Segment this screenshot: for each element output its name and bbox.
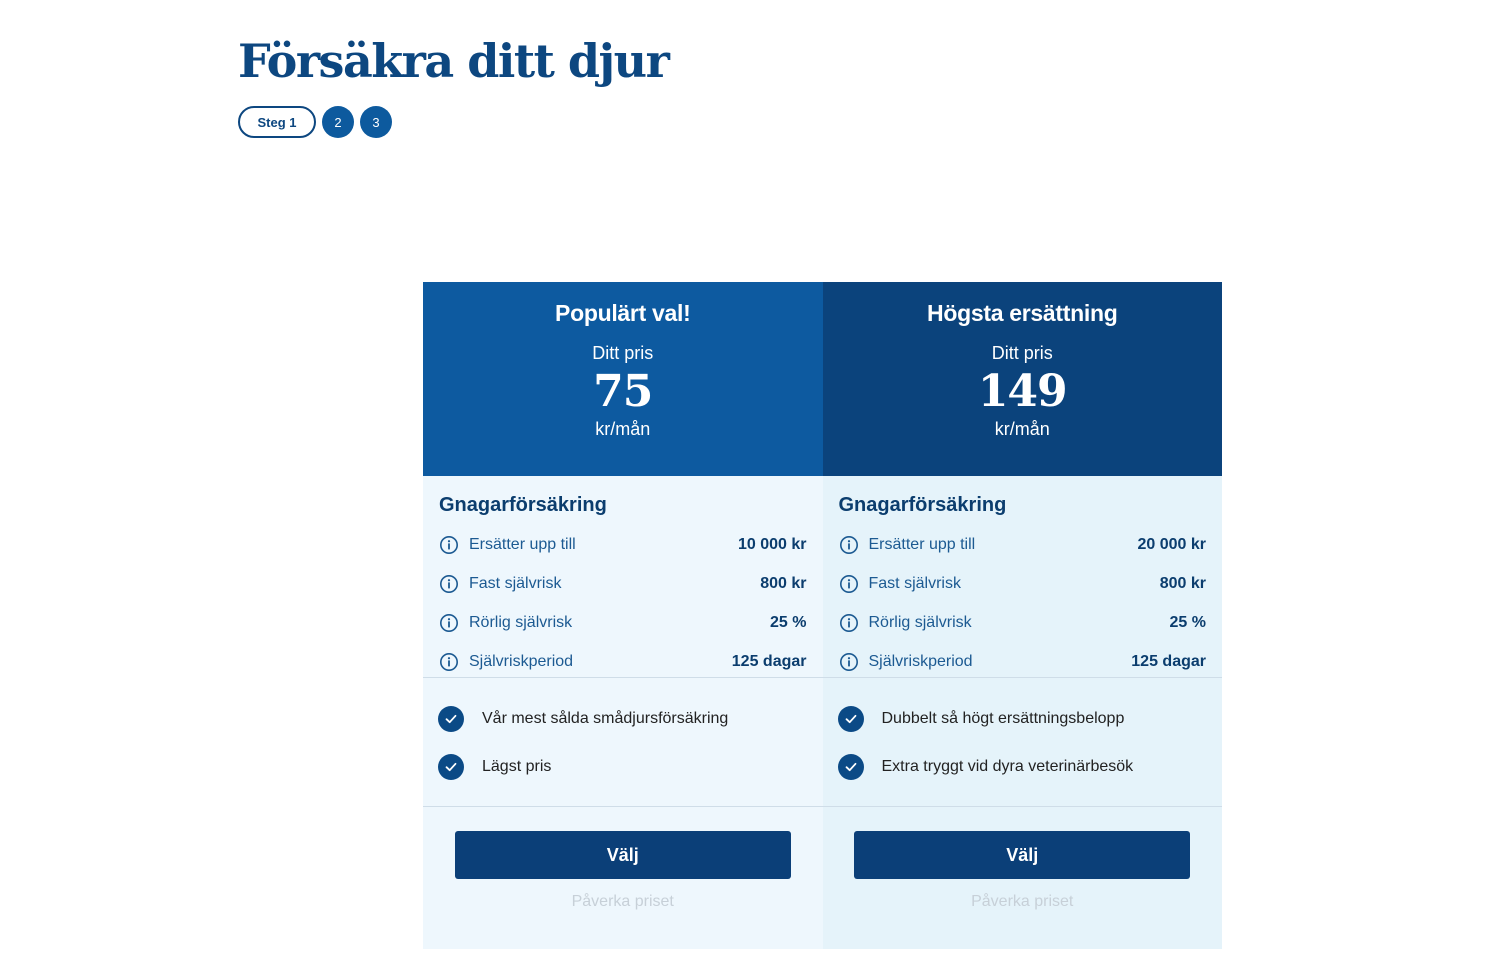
detail-value: 20 000 kr xyxy=(1137,535,1206,553)
plan-header xyxy=(823,282,1223,476)
plan-details xyxy=(823,476,1223,678)
detail-value: 25 % xyxy=(1169,613,1206,631)
detail-label: Självriskperiod xyxy=(469,652,574,670)
step-current: Steg 1 xyxy=(238,106,316,138)
info-icon[interactable] xyxy=(439,652,459,672)
details-title: Gnagarförsäkring xyxy=(838,494,1007,516)
check-icon xyxy=(438,706,464,732)
step-3[interactable]: 3 xyxy=(360,106,392,138)
detail-label: Ersätter upp till xyxy=(868,535,976,553)
plan-comparison xyxy=(423,282,1222,949)
adjust-price-link[interactable]: Påverka priset xyxy=(571,893,674,910)
plan-name: Populärt val! xyxy=(555,300,691,326)
detail-value: 10 000 kr xyxy=(737,535,807,553)
info-icon[interactable] xyxy=(839,574,859,594)
check-icon xyxy=(838,706,864,732)
detail-row xyxy=(839,564,1207,603)
info-icon[interactable] xyxy=(439,574,459,594)
benefit-item xyxy=(438,706,807,732)
detail-value: 25 % xyxy=(770,613,807,631)
plan-actions xyxy=(423,807,823,911)
adjust-price-link[interactable]: Påverka priset xyxy=(971,893,1074,910)
step-2[interactable]: 2 xyxy=(322,106,354,138)
benefit-label: Vår mest sålda smådjursförsäkring xyxy=(482,710,729,727)
benefit-label: Extra tryggt vid dyra veterinärbesök xyxy=(881,758,1134,775)
price-value: 75 xyxy=(593,366,653,417)
plan-name: Högsta ersättning xyxy=(927,300,1118,326)
plan-actions xyxy=(823,807,1223,911)
benefit-item xyxy=(838,754,1207,780)
detail-value: 800 kr xyxy=(1159,574,1206,592)
detail-row xyxy=(439,642,807,681)
check-icon xyxy=(838,754,864,780)
plan-body xyxy=(423,476,823,949)
detail-value: 125 dagar xyxy=(1131,652,1206,670)
benefit-item xyxy=(838,706,1207,732)
price-label: Ditt pris xyxy=(991,343,1053,363)
price-unit: kr/mån xyxy=(595,419,651,439)
select-plan-button[interactable]: Välj xyxy=(455,831,791,879)
price-value: 149 xyxy=(977,366,1067,417)
detail-label: Fast självrisk xyxy=(469,574,562,592)
detail-row xyxy=(439,564,807,603)
plan-card-popular xyxy=(423,282,823,949)
plan-benefits xyxy=(823,678,1223,807)
select-plan-button[interactable]: Välj xyxy=(854,831,1190,879)
plan-details xyxy=(423,476,823,678)
detail-row xyxy=(439,525,807,564)
benefit-label: Dubbelt så högt ersättningsbelopp xyxy=(881,710,1125,727)
info-icon[interactable] xyxy=(839,652,859,672)
price-unit: kr/mån xyxy=(994,419,1050,439)
info-icon[interactable] xyxy=(839,535,859,555)
detail-value: 800 kr xyxy=(760,574,807,592)
detail-label: Självriskperiod xyxy=(868,652,973,670)
plan-header xyxy=(423,282,823,476)
info-icon[interactable] xyxy=(439,613,459,633)
plan-body xyxy=(823,476,1223,949)
page-title: Försäkra ditt djur xyxy=(238,34,669,88)
detail-row xyxy=(839,525,1207,564)
detail-value: 125 dagar xyxy=(731,652,807,670)
detail-label: Rörlig självrisk xyxy=(469,613,573,631)
detail-row xyxy=(839,603,1207,642)
detail-label: Fast självrisk xyxy=(868,574,961,592)
info-icon[interactable] xyxy=(439,535,459,555)
price-label: Ditt pris xyxy=(592,343,654,363)
benefit-label: Lägst pris xyxy=(482,758,552,775)
info-icon[interactable] xyxy=(839,613,859,633)
detail-row xyxy=(839,642,1207,681)
plan-card-highest xyxy=(823,282,1223,949)
step-indicator xyxy=(238,106,392,138)
detail-label: Ersätter upp till xyxy=(469,535,576,553)
details-title: Gnagarförsäkring xyxy=(439,494,607,516)
plan-benefits xyxy=(423,678,823,807)
detail-label: Rörlig självrisk xyxy=(868,613,972,631)
check-icon xyxy=(438,754,464,780)
detail-row xyxy=(439,603,807,642)
benefit-item xyxy=(438,754,807,780)
